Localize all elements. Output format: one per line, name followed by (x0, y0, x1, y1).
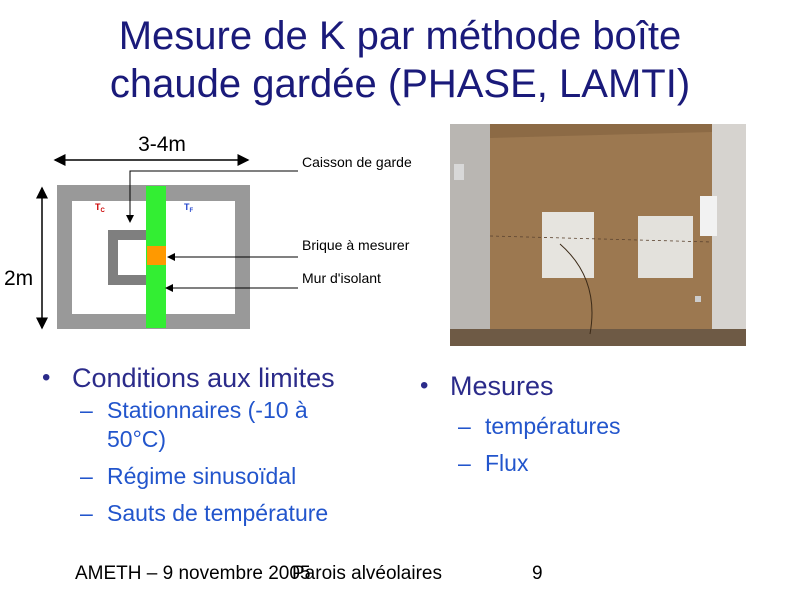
list-item: – Flux (458, 450, 529, 476)
callout-caisson: Caisson de garde (302, 154, 412, 170)
list-heading-conditions: • Conditions aux limites (40, 360, 400, 396)
test-wall-photo (450, 124, 746, 346)
tc-label: $T_C$ (95, 202, 105, 214)
callout-brique: Brique à mesurer (302, 237, 410, 253)
footer-topic: Parois alvéolaires (292, 563, 442, 584)
list-heading-mesures: • Mesures (418, 368, 738, 404)
title-line-2: chaude gardée (PHASE, LAMTI) (109, 62, 691, 106)
list-item: – Sauts de température (80, 500, 329, 526)
list-item: – températures (458, 413, 621, 439)
list-item: – Régime sinusoïdal (80, 463, 297, 489)
list-item-continuation: 50°C) (107, 426, 167, 452)
footer-event: AMETH – 9 novembre 2005 (75, 563, 311, 584)
left-bullet-list (40, 360, 400, 528)
hot-box-diagram (0, 125, 440, 340)
hot-box-interior (118, 240, 150, 275)
page-number: 9 (532, 563, 543, 584)
list-item: – Stationnaires (-10 à (80, 397, 308, 423)
height-label: 2m (4, 267, 34, 290)
width-label: 3-4m (138, 133, 186, 156)
callout-mur: Mur d'isolant (302, 270, 381, 286)
slide-title (0, 12, 800, 108)
brick-sample (147, 246, 166, 265)
title-line-1: Mesure de K par méthode boîte (118, 14, 682, 58)
right-bullet-list (418, 368, 738, 478)
tf-label: $T_F$ (184, 202, 194, 214)
